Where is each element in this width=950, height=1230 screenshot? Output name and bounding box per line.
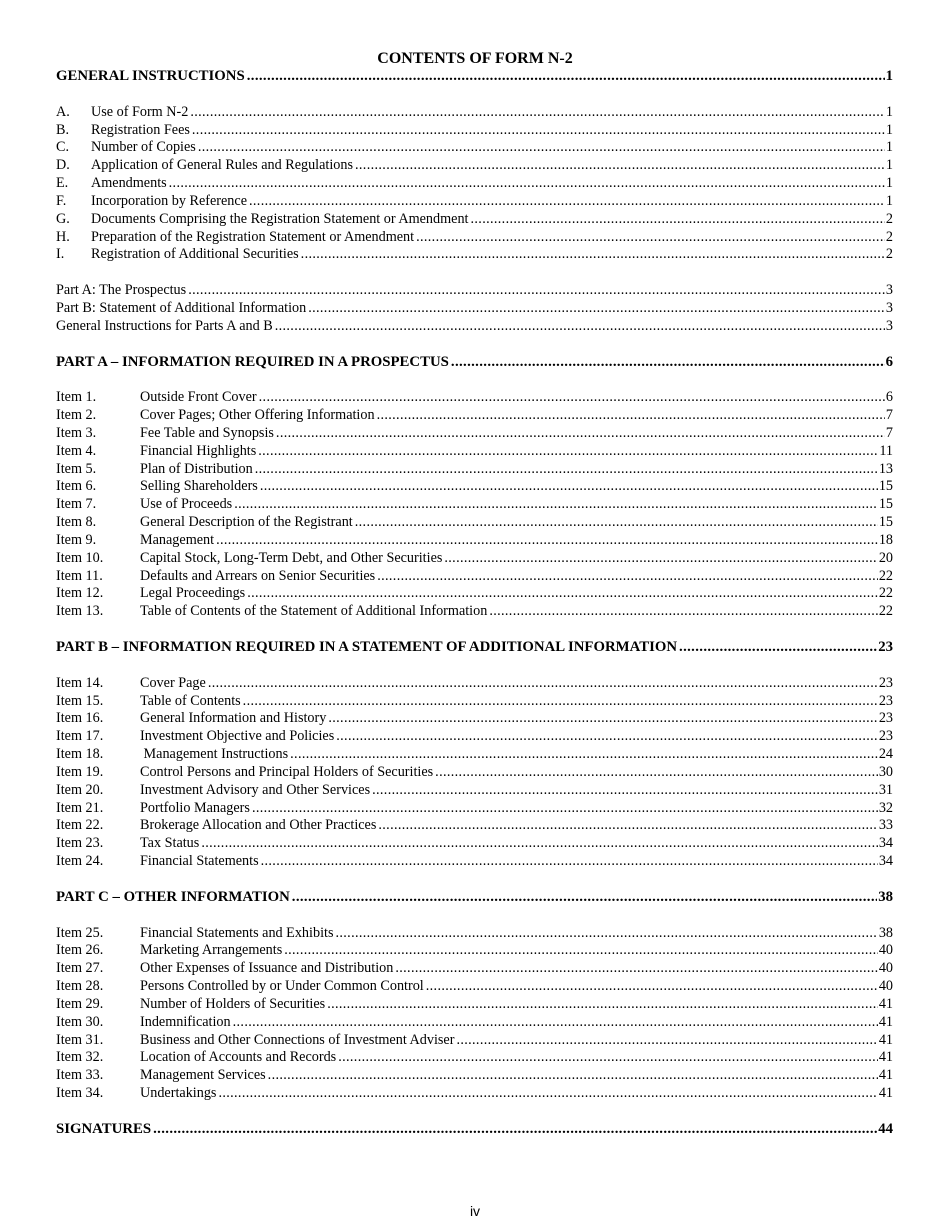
toc-entry-title: Part B: Statement of Additional Information — [56, 299, 307, 316]
toc-dot-leader — [276, 425, 885, 443]
toc-dot-leader — [336, 728, 878, 746]
toc-entry-label: Item 34. — [56, 1085, 104, 1102]
toc-entry — [56, 782, 893, 800]
toc-entry-title: Number of Holders of Securities — [140, 995, 326, 1012]
toc-entry-label: Item 25. — [56, 924, 104, 941]
toc-dot-leader — [355, 157, 885, 175]
toc-entry-page: 22 — [878, 603, 893, 620]
toc-entry-title: Outside Front Cover — [140, 389, 257, 406]
toc-entry — [56, 139, 893, 157]
toc-entry-page: 23 — [878, 692, 893, 709]
toc-entry-page: 2 — [885, 210, 893, 227]
toc-entry — [56, 764, 893, 782]
toc-entry-page: 1 — [885, 157, 893, 174]
toc-entry — [56, 942, 893, 960]
toc-entry-page: 33 — [878, 817, 893, 834]
toc-entry-page: 41 — [878, 1067, 893, 1084]
toc-entry — [56, 211, 893, 229]
toc-entry-title: Registration of Additional Securities — [91, 246, 299, 263]
toc-dot-leader — [292, 889, 877, 907]
toc-entry — [56, 853, 893, 871]
toc-section-heading — [56, 1121, 893, 1139]
toc-entry-page: 38 — [878, 924, 893, 941]
toc-entry — [56, 728, 893, 746]
toc-dot-leader — [284, 942, 878, 960]
toc-entry-page: 1 — [885, 68, 893, 84]
toc-entry-label: G. — [56, 210, 70, 227]
toc-entry-page: 3 — [885, 317, 893, 334]
toc-entry-label: C. — [56, 139, 70, 156]
toc-entry-label: Item 16. — [56, 710, 104, 727]
toc-entry — [56, 710, 893, 728]
toc-entry-label: Item 11. — [56, 567, 103, 584]
toc-entry-page: 32 — [878, 799, 893, 816]
toc-dot-leader — [378, 817, 877, 835]
toc-entry-title: Management — [140, 531, 215, 548]
toc-entry — [56, 193, 893, 211]
toc-entry-title: GENERAL INSTRUCTIONS — [56, 68, 245, 84]
toc-entry — [56, 318, 893, 336]
toc-entry-page: 18 — [878, 531, 893, 548]
toc-dot-leader — [471, 211, 885, 229]
toc-dot-leader — [234, 496, 878, 514]
toc-entry — [56, 229, 893, 247]
toc-entry — [56, 514, 893, 532]
toc-dot-leader — [192, 122, 885, 140]
toc-dot-leader — [268, 1067, 878, 1085]
toc-entry-page: 40 — [878, 960, 893, 977]
toc-entry-label: Item 20. — [56, 781, 104, 798]
toc-entry-title: PART C – OTHER INFORMATION — [56, 888, 290, 905]
toc-entry-label: Item 33. — [56, 1067, 104, 1084]
toc-entry — [56, 461, 893, 479]
toc-entry-label: Item 28. — [56, 978, 104, 995]
toc-entry-title: PART A – INFORMATION REQUIRED IN A PROSPECTUS — [56, 353, 449, 370]
toc-entry-page: 38 — [878, 888, 893, 905]
toc-entry-title: Use of Proceeds — [140, 496, 233, 513]
toc-entry-label: Item 2. — [56, 407, 97, 424]
toc-entry-title: Use of Form N-2 — [91, 103, 189, 120]
toc-entry-title: Number of Copies — [91, 139, 196, 156]
toc-entry — [56, 104, 893, 122]
toc-entry-label: Item 13. — [56, 603, 104, 620]
toc-entry-page: 3 — [885, 282, 893, 299]
toc-entry — [56, 157, 893, 175]
toc-entry-label: Item 27. — [56, 960, 104, 977]
toc-section-heading — [56, 354, 893, 372]
toc-dot-leader — [355, 514, 878, 532]
toc-entry-title: Legal Proceedings — [140, 585, 246, 602]
toc-entry-title: Fee Table and Synopsis — [140, 424, 274, 441]
toc-entry-title: Location of Accounts and Records — [140, 1049, 337, 1066]
toc-entry — [56, 300, 893, 318]
toc-dot-leader — [426, 978, 878, 996]
toc-entry-page: 7 — [885, 407, 893, 424]
toc-entry — [56, 175, 893, 193]
toc-entry-page: 41 — [878, 1031, 893, 1048]
toc-dot-leader — [275, 318, 885, 336]
toc-entry-page: 1 — [885, 103, 893, 120]
toc-entry — [56, 389, 893, 407]
toc-dot-leader — [188, 282, 885, 300]
page-number: iv — [469, 1203, 481, 1219]
toc-dot-leader — [190, 104, 885, 122]
toc-entry — [56, 496, 893, 514]
toc-entry-title: General Description of the Registrant — [140, 514, 353, 531]
toc-entry-label: Item 12. — [56, 585, 104, 602]
toc-entry-page: 41 — [878, 1013, 893, 1030]
toc-spacer — [56, 86, 893, 104]
toc-spacer — [56, 657, 893, 675]
toc-entry-title: Selling Shareholders — [140, 478, 258, 495]
toc-entry-title: General Instructions for Parts A and B — [56, 317, 273, 334]
toc-dot-leader — [338, 1049, 878, 1067]
toc-entry — [56, 585, 893, 603]
toc-entry-title: Management Services — [140, 1067, 266, 1084]
toc-entry-label: Item 29. — [56, 995, 104, 1012]
toc-entry-title: Documents Comprising the Registration Statement or Amendment — [91, 210, 469, 227]
toc-entry — [56, 246, 893, 264]
toc-entry — [56, 817, 893, 835]
toc-entry-title: General Information and History — [140, 710, 327, 727]
toc-entry-label: Item 10. — [56, 549, 104, 566]
toc-entry-title: Part A: The Prospectus — [56, 282, 187, 299]
toc-entry-title: Portfolio Managers — [140, 799, 250, 816]
toc-entry-page: 30 — [878, 763, 893, 780]
toc-entry-title: Financial Highlights — [140, 442, 257, 459]
toc-dot-leader — [259, 389, 885, 407]
toc-entry — [56, 675, 893, 693]
toc-entry-title: Brokerage Allocation and Other Practices — [140, 817, 377, 834]
toc-entry-label: Item 14. — [56, 674, 104, 691]
toc-dot-leader — [301, 246, 885, 264]
toc-dot-leader — [328, 710, 877, 728]
toc-entry — [56, 1032, 893, 1050]
toc-entry-title: Marketing Arrangements — [140, 942, 283, 959]
toc-entry-title: Amendments — [91, 175, 167, 192]
toc-entry-page: 2 — [885, 246, 893, 263]
toc-entry-title: Cover Page — [140, 674, 206, 691]
toc-entry-title: Table of Contents of the Statement of Additional Information — [140, 603, 488, 620]
toc-entry-label: Item 17. — [56, 728, 104, 745]
toc-entry-title: Financial Statements — [140, 853, 259, 870]
toc-spacer — [56, 1103, 893, 1121]
toc-entry-label: Item 5. — [56, 460, 97, 477]
toc-entry-label: A. — [56, 103, 70, 120]
toc-section-heading — [56, 68, 893, 86]
toc-entry — [56, 603, 893, 621]
toc-entry-label: Item 32. — [56, 1049, 104, 1066]
toc-spacer — [56, 371, 893, 389]
toc-entry-label: Item 9. — [56, 531, 97, 548]
toc-entry-page: 15 — [878, 478, 893, 495]
toc-entry-label: Item 31. — [56, 1031, 104, 1048]
toc-entry — [56, 1085, 893, 1103]
toc-entry-page: 23 — [878, 674, 893, 691]
toc-entry-title: PART B – INFORMATION REQUIRED IN A STATEMENT OF ADDITIONAL INFORMATION — [56, 639, 678, 655]
toc-entry-page: 1 — [885, 139, 893, 156]
toc-entry — [56, 960, 893, 978]
toc-entry-page: 41 — [878, 1049, 893, 1066]
toc-entry-title: Undertakings — [140, 1085, 217, 1102]
toc-entry-page: 6 — [885, 389, 893, 406]
toc-dot-leader — [247, 585, 878, 603]
toc-entry — [56, 978, 893, 996]
toc-entry-page: 15 — [878, 514, 893, 531]
toc-entry-title: Investment Objective and Policies — [140, 728, 335, 745]
toc-dot-leader — [261, 853, 878, 871]
toc-dot-leader — [290, 746, 878, 764]
toc-dot-leader — [395, 960, 877, 978]
toc-entry-page: 22 — [878, 585, 893, 602]
toc-entry — [56, 478, 893, 496]
toc-dot-leader — [255, 461, 878, 479]
toc-entry-label: I. — [56, 246, 65, 263]
toc-dot-leader — [327, 996, 878, 1014]
toc-dot-leader — [456, 1032, 877, 1050]
toc-entry — [56, 996, 893, 1014]
toc-entry-page: 41 — [878, 1085, 893, 1102]
toc-entry-page: 31 — [878, 781, 893, 798]
toc-entry-page: 34 — [878, 853, 893, 870]
toc-entry-title: Preparation of the Registration Statement or Amendment — [91, 228, 415, 245]
toc-entry — [56, 925, 893, 943]
toc-dot-leader — [249, 193, 885, 211]
toc-entry — [56, 746, 893, 764]
toc-entry-page: 41 — [878, 995, 893, 1012]
toc-entry-label: Item 8. — [56, 514, 97, 531]
toc-entry-page: 20 — [878, 549, 893, 566]
toc-entry-page: 23 — [878, 710, 893, 727]
toc-entry-title: Capital Stock, Long-Term Debt, and Other Securities — [140, 549, 443, 566]
toc-entry-label: Item 1. — [56, 389, 97, 406]
toc-section-heading — [56, 889, 893, 907]
toc-entry-label: E. — [56, 175, 69, 192]
toc-entry-page: 6 — [885, 353, 893, 370]
toc-entry-label: B. — [56, 121, 70, 138]
toc-dot-leader — [208, 675, 878, 693]
toc-dot-leader — [444, 550, 877, 568]
toc-entry — [56, 407, 893, 425]
toc-entry-page: 2 — [885, 228, 893, 245]
toc-entry — [56, 800, 893, 818]
toc-entry-title: Cover Pages; Other Offering Information — [140, 407, 375, 424]
toc-entry-label: Item 22. — [56, 817, 104, 834]
toc-dot-leader — [252, 800, 878, 818]
toc-dot-leader — [153, 1121, 877, 1139]
toc-entry — [56, 425, 893, 443]
toc-entry-page: 40 — [878, 942, 893, 959]
toc-entry-page: 1 — [885, 192, 893, 209]
toc-entry-title: Business and Other Connections of Investment Adviser — [140, 1031, 455, 1048]
toc-entry-label: Item 24. — [56, 853, 104, 870]
toc-entry-page: 3 — [885, 299, 893, 316]
toc-section-heading — [56, 639, 893, 657]
toc-dot-leader — [198, 139, 885, 157]
toc-entry-page: 44 — [878, 1120, 893, 1137]
toc-entry-label: Item 21. — [56, 799, 104, 816]
toc-entry-label: D. — [56, 157, 70, 174]
toc-dot-leader — [451, 354, 885, 372]
toc-dot-leader — [435, 764, 878, 782]
toc-entry — [56, 550, 893, 568]
toc-dot-leader — [258, 443, 878, 461]
toc-entry-title: Management Instructions — [140, 746, 289, 763]
toc-dot-leader — [372, 782, 878, 800]
toc-entry — [56, 282, 893, 300]
toc-entry-label: Item 15. — [56, 692, 104, 709]
toc-dot-leader — [335, 925, 877, 943]
toc-entry-page: 11 — [879, 442, 893, 459]
toc-entry-label: Item 26. — [56, 942, 104, 959]
toc-entry-label: Item 7. — [56, 496, 97, 513]
page-title: CONTENTS OF FORM N-2 — [377, 50, 573, 67]
toc-dot-leader — [216, 532, 878, 550]
toc-entry-page: 1 — [885, 175, 893, 192]
toc-entry — [56, 443, 893, 461]
toc-entry-title: SIGNATURES — [56, 1120, 152, 1137]
toc-entry-label: H. — [56, 228, 70, 245]
toc-dot-leader — [247, 68, 885, 86]
toc-entry — [56, 835, 893, 853]
toc-entry — [56, 693, 893, 711]
toc-dot-leader — [218, 1085, 877, 1103]
toc-entry-label: Item 6. — [56, 478, 97, 495]
toc-spacer — [56, 871, 893, 889]
toc-dot-leader — [308, 300, 885, 318]
toc-entry-page: 23 — [878, 639, 893, 655]
toc-entry-page: 24 — [878, 746, 893, 763]
toc-dot-leader — [233, 1014, 878, 1032]
toc-entry-title: Persons Controlled by or Under Common Control — [140, 978, 424, 995]
toc-entry-label: Item 3. — [56, 424, 97, 441]
toc-entry-page: 34 — [878, 835, 893, 852]
toc-dot-leader — [377, 568, 878, 586]
toc-entry-title: Tax Status — [140, 835, 200, 852]
toc-entry — [56, 1049, 893, 1067]
toc-entry — [56, 122, 893, 140]
toc-spacer — [56, 621, 893, 639]
toc-entry-page: 40 — [878, 978, 893, 995]
toc-entry-title: Other Expenses of Issuance and Distribution — [140, 960, 394, 977]
toc-dot-leader — [201, 835, 878, 853]
toc-entry — [56, 1067, 893, 1085]
toc-dot-leader — [169, 175, 885, 193]
toc-entry-page: 23 — [878, 728, 893, 745]
toc-dot-leader — [243, 693, 878, 711]
toc-entry-label: Item 30. — [56, 1013, 104, 1030]
toc-entry-page: 22 — [878, 567, 893, 584]
toc-entry-title: Financial Statements and Exhibits — [140, 924, 334, 941]
toc-dot-leader — [377, 407, 885, 425]
toc-entry-title: Defaults and Arrears on Senior Securities — [140, 567, 376, 584]
toc-dot-leader — [679, 639, 877, 657]
toc-entry-title: Incorporation by Reference — [91, 192, 247, 209]
toc-spacer — [56, 336, 893, 354]
toc-entry-title: Application of General Rules and Regulations — [91, 157, 354, 174]
toc-entry-title: Plan of Distribution — [140, 460, 253, 477]
toc-spacer — [56, 264, 893, 282]
toc-entry-page: 15 — [878, 496, 893, 513]
toc-entry-title: Registration Fees — [91, 121, 190, 138]
toc-entry-title: Investment Advisory and Other Services — [140, 781, 371, 798]
toc-entry-label: Item 18. — [56, 746, 104, 763]
toc-entry — [56, 1014, 893, 1032]
toc-entry — [56, 568, 893, 586]
toc-spacer — [56, 907, 893, 925]
toc-entry — [56, 532, 893, 550]
toc-entry-title: Table of Contents — [140, 692, 241, 709]
toc-dot-leader — [260, 478, 878, 496]
toc-entry-title: Indemnification — [140, 1013, 231, 1030]
toc-entry-label: Item 19. — [56, 763, 104, 780]
toc-entry-page: 7 — [885, 424, 893, 441]
toc-entry-label: F. — [56, 192, 67, 209]
toc-entry-label: Item 23. — [56, 835, 104, 852]
toc-entry-page: 1 — [885, 121, 893, 138]
toc-entry-label: Item 4. — [56, 442, 97, 459]
toc-entry-page: 13 — [878, 460, 893, 477]
toc-dot-leader — [489, 603, 877, 621]
toc-entry-title: Control Persons and Principal Holders of Securities — [140, 763, 434, 780]
toc-dot-leader — [416, 229, 885, 247]
table-of-contents — [56, 68, 893, 1139]
